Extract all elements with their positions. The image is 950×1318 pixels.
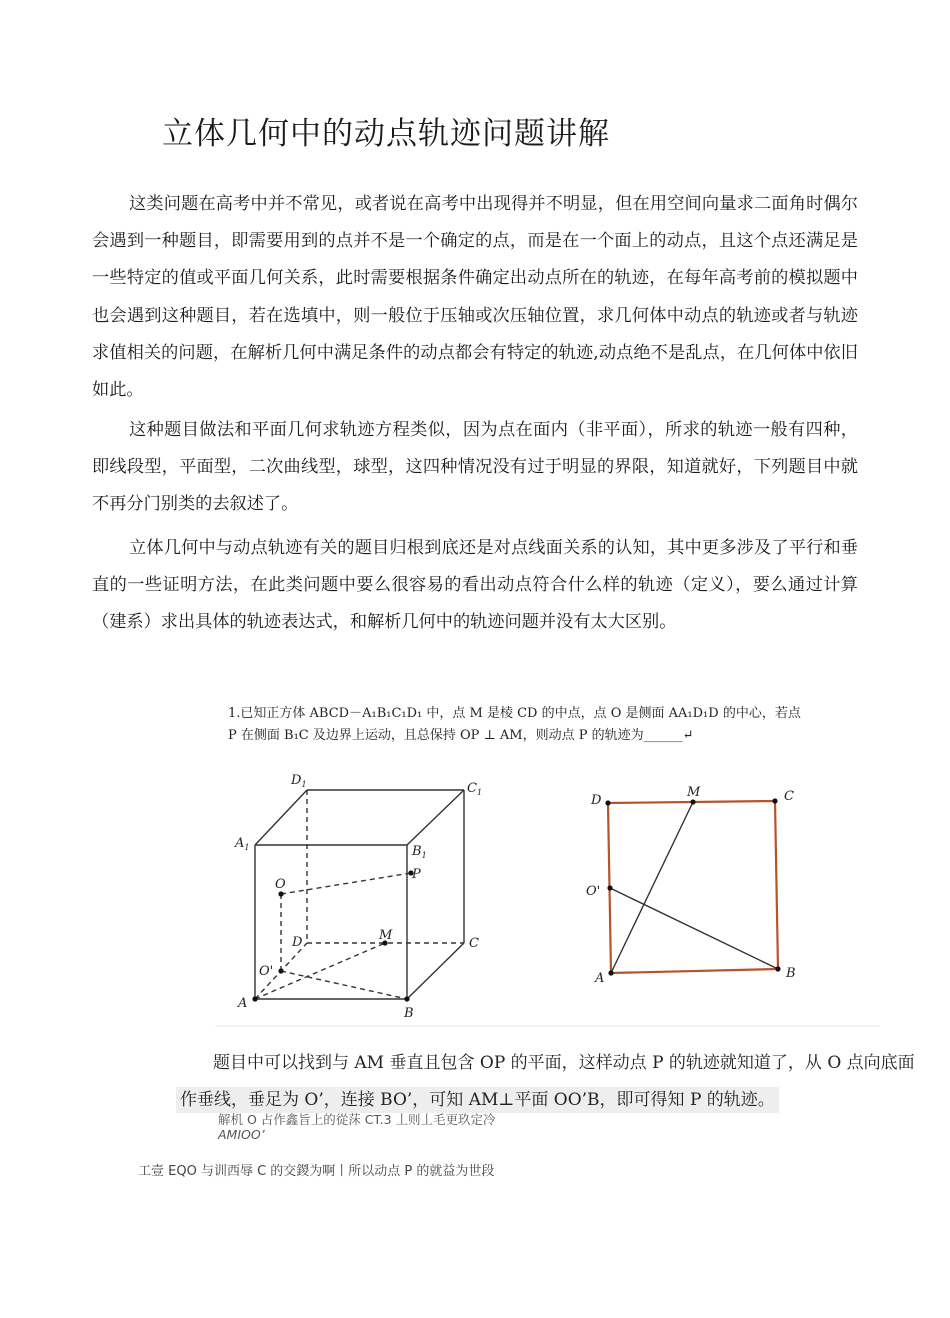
label-p: P: [412, 867, 421, 882]
segment-am-2d: [611, 802, 693, 973]
label-m: M: [379, 928, 393, 943]
question-line-1: 1.已知正方体 ABCD－A₁B₁C₁D₁ 中，点 M 是棱 CD 的中点，点 O 是侧面 AA₁D₁D 的中心，若点: [228, 706, 801, 721]
label-c: C: [469, 936, 479, 951]
point-b: [404, 996, 409, 1001]
segment-o-prime-b: [281, 971, 407, 999]
edge-bc: [407, 943, 464, 999]
sq-point-o-prime: [607, 885, 612, 890]
paragraph-intro: 这类问题在高考中并不常见，或者说在高考中出现得并不明显，但在用空间向量求二面角时偶尔会遇到一种题目，即需要用到的点并不是一个确定的点，而是在一个面上的动点，且这个点还满足是一些特定的值或平面几何关系，此时需要根据条件确定出动点所在的轨迹，在每年高考前的模拟题中也会遇到这种题目，若在选填中，则一般位于压轴或次压轴位置，求几何体中动点的轨迹或者与轨迹求值相关的问题，在解析几何中满足条件的动点都会有特定的轨迹,动点绝不是乱点，在几何体中依旧如此。: [92, 194, 858, 401]
square-diagram: [586, 785, 796, 986]
point-o: [278, 891, 283, 896]
sq-label-c: C: [784, 789, 794, 804]
edge-a1d1: [255, 790, 307, 845]
ocr-note-2: AMIOO’: [218, 1127, 265, 1142]
explanation-line-1: 题目中可以找到与 AM 垂直且包含 OP 的平面，这样动点 P 的轨迹就知道了，从 O 点向底面: [213, 1053, 915, 1073]
explanation-line-2: 作垂线，垂足为 O’，连接 BO’，可知 AM⊥平面 OO’B，即可得知 P 的轨迹。: [176, 1087, 779, 1113]
cube-diagram: [255, 790, 464, 999]
point-a: [252, 996, 257, 1001]
label-d: D: [292, 935, 303, 950]
label-c1: $C_1$: [467, 781, 483, 797]
ocr-note-1: 解机 O 占作鑫旨上的從莯 CT.3 丄则丄毛更玖定冷: [218, 1112, 496, 1127]
question-line-2: P 在侧面 B₁C 及边界上运动，且总保持 OP ⊥ AM，则动点 P 的轨迹为______↵: [228, 728, 694, 743]
segment-op: [281, 873, 411, 894]
page-title: 立体几何中的动点轨迹问题讲解: [162, 116, 610, 152]
edge-b1c1: [407, 790, 464, 845]
square-outline: [608, 801, 778, 973]
sq-point-m: [690, 799, 695, 804]
sq-point-a: [608, 970, 613, 975]
sq-label-m: M: [687, 785, 701, 800]
ocr-note-3: 工壹 EQO 与训西辱 C 的交鍐为啊丨所以动点 P 的就益为世段: [138, 1164, 495, 1179]
label-a1: $A_1$: [235, 836, 250, 852]
sq-label-b: B: [786, 966, 796, 981]
paragraph-summary: 立体几何中与动点轨迹有关的题目归根到底还是对点线面关系的认知，其中更多涉及了平行和垂直的一些证明方法，在此类问题中要么很容易的看出动点符合什么样的轨迹（定义），要么通过计算（建系）求出具体的轨迹表达式，和解析几何中的轨迹问题并没有太大区别。: [92, 538, 858, 633]
sq-label-d: D: [591, 793, 602, 808]
label-o-prime: O': [259, 964, 274, 979]
label-a: A: [238, 996, 248, 1011]
label-d1: $D_1$: [291, 773, 307, 789]
label-b1: $B_1$: [412, 844, 427, 860]
label-b: B: [404, 1006, 414, 1021]
geometry-figure: [215, 692, 880, 1027]
sq-point-c: [772, 798, 777, 803]
sq-point-d: [605, 800, 610, 805]
segment-am: [255, 943, 385, 999]
sq-label-o-prime: O': [586, 884, 601, 899]
paragraph-types: 这种题目做法和平面几何求轨迹方程类似，因为点在面内（非平面），所求的轨迹一般有四种，即线段型，平面型，二次曲线型，球型，这四种情况没有过于明显的界限，知道就好，下列题目中就不再分门别类的去叙述了。: [92, 420, 858, 515]
cube-labels: [234, 773, 482, 1021]
sq-point-b: [775, 966, 780, 971]
sq-label-a: A: [595, 971, 605, 986]
segment-o-prime-b-2d: [610, 888, 778, 969]
point-o-prime: [278, 968, 283, 973]
label-o: O: [275, 877, 286, 892]
